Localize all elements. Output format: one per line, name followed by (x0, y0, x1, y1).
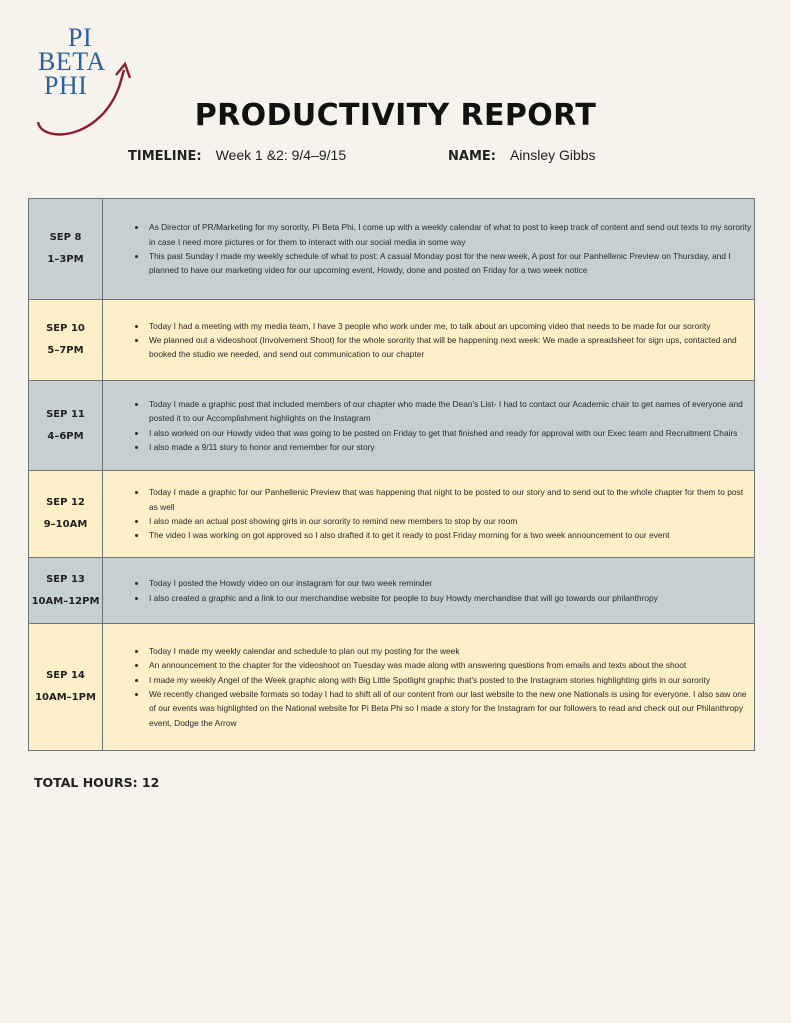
logo-word-phi: PHI (44, 71, 88, 100)
activity-item: • I made my weekly Angel of the Week graphic along with Big Little Spotlight graphic that's posted to the Instagram stories highlighting girls in our sorority (147, 673, 754, 687)
date-cell (29, 471, 103, 558)
date-cell (29, 300, 103, 381)
row-time: 10AM–1PM (35, 692, 96, 703)
row-time: 5–7PM (47, 345, 84, 356)
activity-item: • The video I was working on got approved so I also drafted it to get it ready to post Friday morning for a two week announcement to our event (147, 528, 754, 542)
activity-item: • This past Sunday I made my weekly schedule of what to post: A casual Monday post for the new week, A post for our Panhellenic Preview on Thursday, and I planned to have our marketing video for our upcoming event, Howdy, done and posted on Friday for a two week notice (147, 249, 754, 278)
activity-list (103, 485, 754, 542)
description-cell (103, 471, 755, 558)
activity-item: • Today I made a graphic for our Panhellenic Preview that was happening that night to be posted to our story and to send out to the whole chapter for them to post as well (147, 485, 754, 514)
activity-list (103, 220, 754, 277)
date-cell (29, 199, 103, 300)
activity-item: • Today I had a meeting with my media team, I have 3 people who work under me, to talk about an upcoming video that needs to be made for our sorority (147, 319, 754, 333)
description-cell (103, 199, 755, 300)
report-row (29, 300, 755, 381)
row-date: SEP 14 (46, 670, 85, 681)
description-cell (103, 624, 755, 751)
timeline-value: Week 1 &2: 9/4–9/15 (215, 147, 347, 163)
activity-item: • We planned out a videoshoot (Involvement Shoot) for the whole sorority that will be happening next week: We made a spreadsheet for sign ups, contacted and booked the studio we needed, and send out communication to our chapter (147, 333, 754, 362)
row-time: 4–6PM (47, 430, 84, 442)
logo-word-beta: BETA (38, 47, 106, 76)
page-title: PRODUCTIVITY REPORT (194, 98, 597, 133)
name-field (448, 147, 596, 164)
name-value: Ainsley Gibbs (509, 147, 596, 163)
row-date: SEP 10 (46, 323, 85, 334)
report-row (29, 199, 755, 300)
row-time: 1–3PM (47, 254, 84, 265)
activity-item: • Today I posted the Howdy video on our instagram for our two week reminder (147, 576, 754, 590)
report-row (29, 381, 755, 471)
date-cell (29, 381, 103, 471)
report-row (29, 471, 755, 558)
activity-list (103, 644, 754, 730)
row-date: SEP 12 (46, 497, 85, 508)
activity-list (103, 576, 754, 605)
activity-item: • As Director of PR/Marketing for my sorority, Pi Beta Phi, I come up with a weekly calendar of what to post to keep track of content and send out texts to my sorority in case I need more pictures or for them to interact with our social media in some way (147, 220, 754, 249)
activity-item: • I also worked on our Howdy video that was going to be posted on Friday to get that finished and ready for approval with our Exec team and Recruitment Chairs (147, 426, 754, 440)
row-date: SEP 11 (46, 408, 85, 420)
activity-item: • I also created a graphic and a link to our merchandise website for people to buy Howdy merchandise that will go towards our philanthropy (147, 591, 754, 605)
activity-item: • Today I made my weekly calendar and schedule to plan out my posting for the week (147, 644, 754, 658)
description-cell (103, 381, 755, 471)
row-time: 9–10AM (43, 519, 88, 530)
activity-list (103, 397, 754, 454)
row-time: 10AM–12PM (31, 595, 100, 607)
activity-item: • I also made an actual post showing girls in our sorority to remind new members to stop by our room (147, 514, 754, 528)
activity-item: • An announcement to the chapter for the videoshoot on Tuesday was made along with answering questions from emails and texts about the shoot (147, 658, 754, 672)
report-row (29, 558, 755, 624)
row-date: SEP 8 (49, 232, 82, 243)
date-cell (29, 558, 103, 624)
timeline-label: TIMELINE: (128, 149, 202, 164)
name-label: NAME: (448, 149, 496, 164)
timeline-field (128, 147, 346, 164)
activity-list (103, 319, 754, 362)
date-cell (29, 624, 103, 751)
report-row (29, 624, 755, 751)
activity-item: • I also made a 9/11 story to honor and remember for our story (147, 440, 754, 454)
activity-item: • We recently changed website formats so today I had to shift all of our content from our last website to the new one Nationals is using for everyone. I also saw one of our events was highlighted on the National website for Pi Beta Phi so I made a story for the Instagram for our followers to read and check out our Philanthropy event, Dodge the Arrow (147, 687, 754, 730)
description-cell (103, 300, 755, 381)
total-hours: TOTAL HOURS: 12 (34, 775, 160, 790)
activity-table (28, 198, 755, 751)
logo-word-pi: PI (68, 23, 93, 52)
row-date: SEP 13 (46, 573, 85, 585)
description-cell (103, 558, 755, 624)
activity-item: • Today I made a graphic post that included members of our chapter who made the Dean's List- I had to contact our Academic chair to get names of everyone and posted it to our Accomplishment highlights on the Instagram (147, 397, 754, 426)
